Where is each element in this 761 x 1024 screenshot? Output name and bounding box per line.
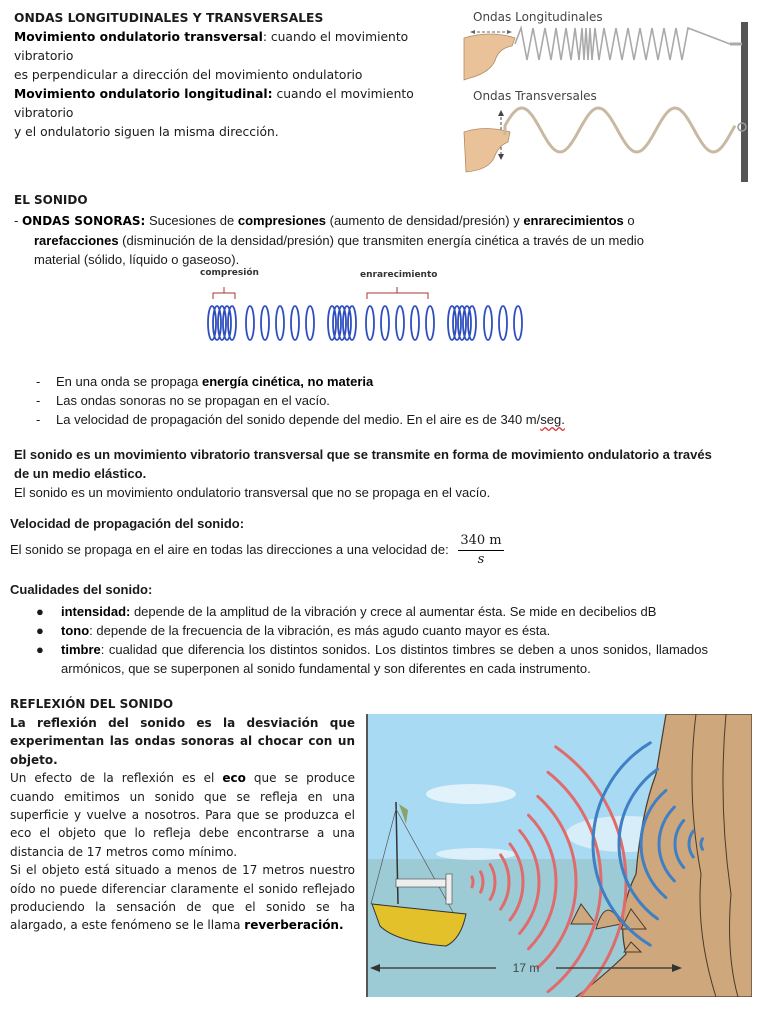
fraction-numerator: 340 m (458, 532, 503, 551)
coil-ring (396, 306, 404, 340)
statement-bold: El sonido es un movimiento vibratorio transversal que se transmite en forma de movimiento ondulatorio a través (14, 447, 712, 462)
longitudinal-spring (515, 28, 730, 60)
list-item (36, 640, 708, 678)
section-title: Cualidades del sonido: (10, 582, 153, 597)
list-item (36, 410, 565, 429)
person (396, 879, 446, 887)
sound-statement (14, 445, 749, 502)
coil-ring (484, 306, 492, 340)
speed-fraction (458, 532, 503, 569)
sound-waves-definition (14, 211, 710, 269)
text: o (623, 213, 635, 228)
hand-icon (464, 34, 515, 80)
term-longitudinal: Movimiento ondulatorio longitudinal: (14, 87, 273, 101)
statement-plain: El sonido es un movimiento ondulatorio transversal que no se propaga en el vacío. (14, 485, 491, 500)
term: intensidad: (61, 604, 131, 619)
coil-ring (366, 306, 374, 340)
label-transversal: Ondas Transversales (473, 89, 597, 103)
echo-illustration (366, 714, 752, 997)
section-title: REFLEXIÓN DEL SONIDO (10, 697, 174, 711)
text: Si el objeto está situado a menos de 17 metros nuestro oído no puede diferenciar claramente el sonido reflejado produciendo la sensación de que el sonido se ha alargado, a este fenómeno se le llama (10, 863, 355, 933)
coil-ring (514, 306, 522, 340)
dash-marker: - (36, 412, 41, 427)
coil-ring (411, 306, 419, 340)
text: que se produce cuando emitimos un sonido que se refleja en una superficie y vuelve a nosotros. Para que se produzca el eco el objeto que lo refleja debe encontrarse a una distancia de 17 metros como mínimo. (10, 771, 356, 859)
text: La velocidad de propagación del sonido depende del medio. En el aire es de 340 m/ (56, 412, 541, 427)
text: Las ondas sonoras no se propagan en el vacío. (56, 393, 330, 408)
definition-text: : cuando el movimiento vibratorio (14, 30, 409, 63)
figure-wave-types (460, 0, 761, 190)
figure-echo (366, 714, 752, 997)
dash-marker: - (36, 374, 41, 389)
list-item (36, 621, 708, 640)
wave-illustration (460, 0, 761, 190)
dash-marker: - (36, 393, 41, 408)
label-compression: compresión (200, 268, 259, 278)
list-item (36, 391, 330, 410)
coil-ring (348, 306, 356, 340)
fraction-denominator: s (477, 552, 485, 568)
coil-ring (306, 306, 314, 340)
term-compressions: compresiones (237, 213, 327, 228)
transversal-rope (505, 108, 735, 152)
section-waves-types (14, 9, 469, 142)
echo-paragraph (10, 769, 355, 861)
coil-ring (291, 306, 299, 340)
misspelled-word: seg. (540, 412, 565, 427)
text: : cualidad que diferencia los distintos sonidos. Los distintos timbres se deben a unos sonidos, llamados armónicos, que se superponen al sonido fundamental y son diferentes en cada instrumento. (61, 642, 708, 676)
section-title: ONDAS LONGITUDINALES Y TRANSVERSALES (14, 11, 324, 25)
reflection-text (10, 714, 355, 935)
coil-ring (468, 306, 476, 340)
text: (disminución de la densidad/presión) que transmiten energía cinética a través de un medio (118, 233, 644, 248)
text: En una onda se propaga (56, 374, 203, 389)
text: : depende de la frecuencia de la vibración, es más agudo cuanto mayor es ésta. (89, 623, 551, 638)
label-rarefaction: enrarecimiento (360, 270, 438, 280)
coil-ring (276, 306, 284, 340)
text: Un efecto de la reflexión es el (10, 771, 223, 786)
coil-ring (426, 306, 434, 340)
term-rarefacciones: rarefacciones (34, 233, 119, 248)
figure-compression (190, 265, 530, 350)
text: (aumento de densidad/presión) y (326, 213, 524, 228)
bullet-icon: ● (36, 642, 44, 657)
term-rarefactions: enrarecimientos (523, 213, 624, 228)
sound-wave-arc (472, 877, 473, 887)
text: El sonido se propaga en el aire en todas las direcciones a una velocidad de: (10, 542, 449, 557)
rarefaction-bracket (367, 287, 428, 299)
coil-ring (246, 306, 254, 340)
statement-bold: de un medio elástico. (14, 466, 147, 481)
section-title: Velocidad de propagación del sonido: (10, 516, 245, 531)
definition-text: y el ondulatorio siguen la misma dirección. (14, 125, 279, 139)
term: tono (61, 623, 90, 638)
emphasis: energía cinética, no materia (202, 374, 374, 389)
term-sound-waves: ONDAS SONORAS: (21, 214, 146, 228)
dash-marker: - (14, 213, 19, 228)
coil-ring (228, 306, 236, 340)
term-transversal: Movimiento ondulatorio transversal (14, 30, 263, 44)
reverberation-paragraph (10, 861, 355, 935)
qualities-list (36, 602, 708, 678)
wall (741, 22, 748, 182)
coil-ring (499, 306, 507, 340)
compression-bracket (213, 287, 235, 299)
text: Sucesiones de (145, 213, 238, 228)
speed-sentence (10, 532, 504, 569)
term-echo: eco (222, 771, 246, 786)
bullet-icon: ● (36, 623, 44, 638)
person (446, 874, 452, 904)
list-item (36, 372, 373, 391)
coil-illustration (190, 265, 530, 350)
definition-text: cuando el movimiento vibratorio (14, 87, 414, 120)
cloud (426, 784, 516, 804)
sound-wave-arc (701, 839, 702, 849)
coil-ring (261, 306, 269, 340)
list-item (36, 602, 708, 621)
definition-text: es perpendicular a dirección del movimiento ondulatorio (14, 68, 363, 82)
bullet-icon: ● (36, 604, 44, 619)
distance-label: 17 m (512, 961, 540, 975)
term-reverberation: reverberación. (244, 918, 344, 933)
term: timbre (61, 642, 101, 657)
label-longitudinal: Ondas Longitudinales (473, 10, 603, 24)
section-title: EL SONIDO (14, 193, 88, 207)
reflection-definition: La reflexión del sonido es la desviación que experimentan las ondas sonoras al chocar con un objeto. (10, 716, 355, 767)
hand-icon (464, 129, 510, 173)
text: depende de la amplitud de la vibración y crece al aumentar ésta. Se mide en decibelios dB (130, 604, 657, 619)
text: material (sólido, líquido o gaseoso). (34, 252, 240, 267)
coil-ring (381, 306, 389, 340)
